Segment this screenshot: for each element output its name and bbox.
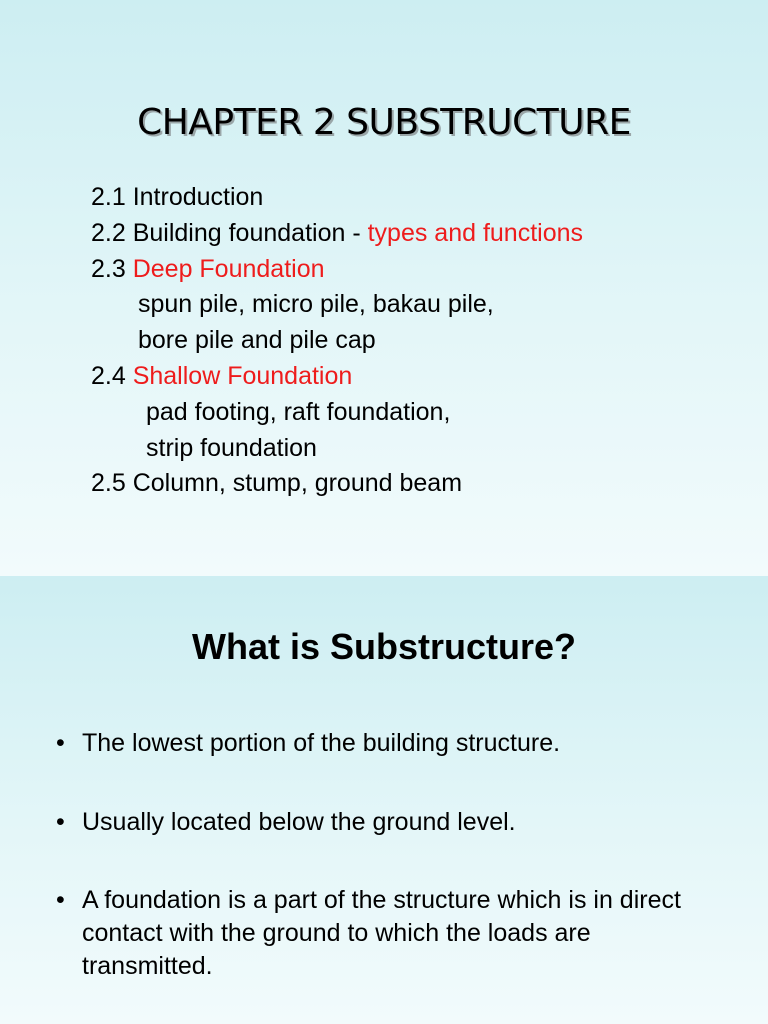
toc-item-highlight: Deep Foundation [132, 254, 325, 283]
toc-subitem: spun pile, micro pile, bakau pile, [138, 290, 494, 319]
bullet-icon: • [56, 729, 65, 757]
bullet-icon: • [56, 886, 65, 914]
toc-item-label: 2.4 [91, 361, 133, 390]
table-of-contents [91, 180, 583, 502]
toc-item-2-4 [91, 359, 583, 395]
bullet-item [56, 884, 722, 983]
bullet-text: The lowest portion of the building structure. [82, 729, 561, 757]
toc-subitem: pad footing, raft foundation, [146, 397, 451, 426]
bullet-text: Usually located below the ground level. [82, 808, 516, 836]
toc-item-2-2 [91, 216, 583, 252]
toc-subitem: strip foundation [146, 433, 317, 462]
toc-item-2-1: 2.1 Introduction [91, 183, 264, 211]
bullet-icon: • [56, 808, 65, 836]
toc-item-2-3 [91, 252, 583, 288]
bullet-item [56, 806, 722, 839]
bullet-item [56, 727, 722, 760]
toc-item-highlight: Shallow Foundation [132, 361, 353, 390]
slide-what-is-substructure [0, 576, 768, 1024]
slide-title: CHAPTER 2 SUBSTRUCTURE [137, 102, 631, 143]
toc-item-2-5: 2.5 Column, stump, ground beam [91, 469, 463, 498]
toc-item-highlight: types and functions [367, 218, 584, 247]
bullet-text: A foundation is a part of the structure which is in direct contact with the ground to which the loads are transmitted. [82, 886, 681, 980]
toc-item-label: 2.3 [91, 254, 133, 283]
toc-subitem: bore pile and pile cap [138, 326, 376, 355]
toc-item-label: 2.2 Building foundation - [91, 218, 368, 247]
slide-title: What is Substructure? [191, 626, 577, 667]
